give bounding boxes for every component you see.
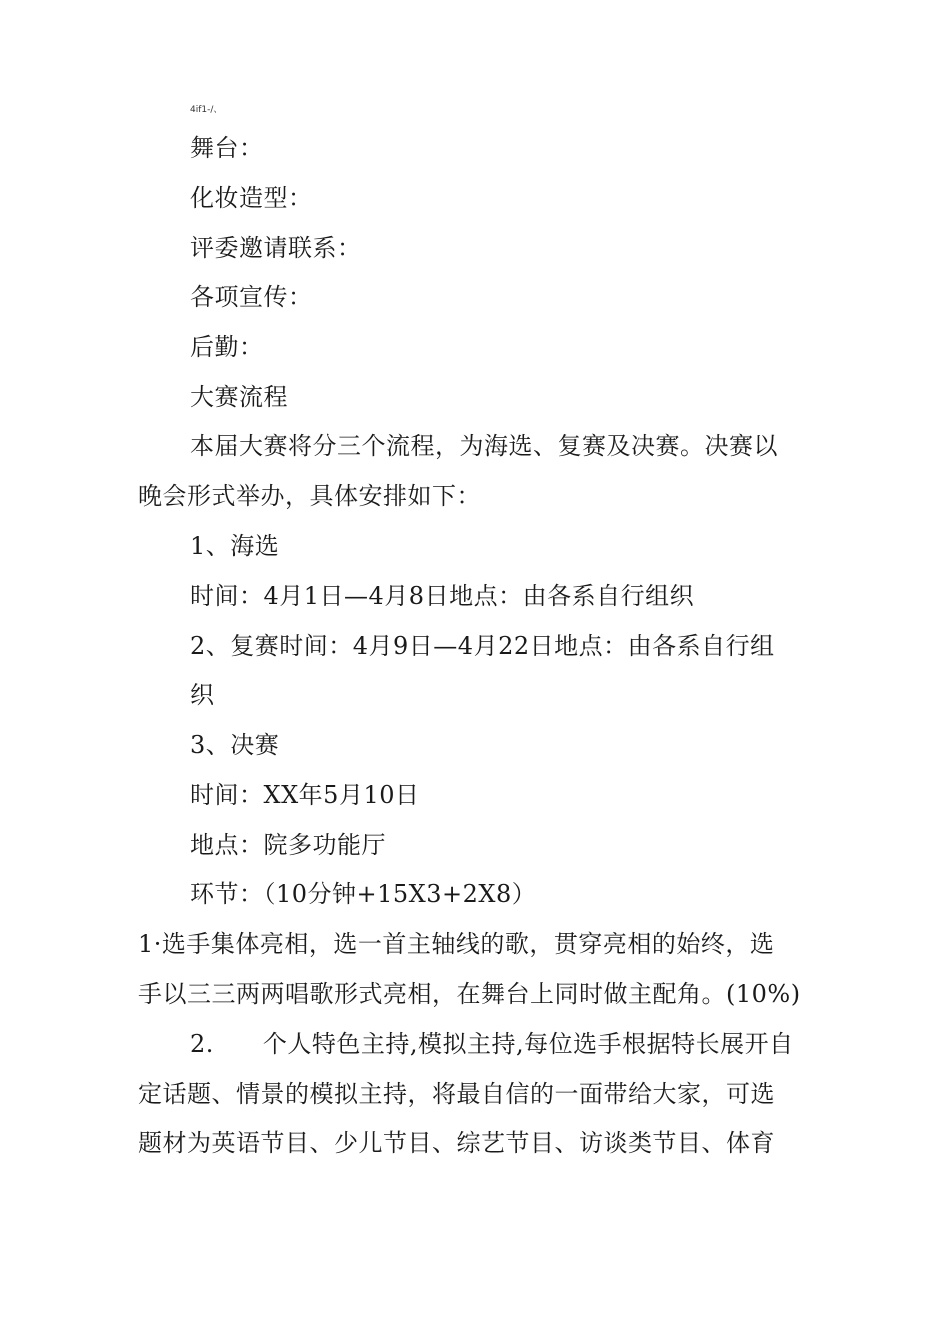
- paragraph-line: 定话题、情景的模拟主持，将最自信的一面带给大家，可选: [138, 1080, 775, 1108]
- list-item: 2、复赛时间：4月9日—4月22日地点：由各系自行组: [190, 632, 775, 660]
- header-mark: 4if1-/、: [190, 105, 223, 115]
- paragraph-line: 题材为英语节目、少儿节目、综艺节目、访谈类节目、体育: [138, 1129, 775, 1157]
- text-line: 时间：XX年5月10日: [190, 781, 420, 809]
- section-heading: 大赛流程: [190, 383, 288, 411]
- text-line: 织: [190, 681, 215, 709]
- paragraph-line: 本届大赛将分三个流程，为海选、复赛及决赛。决赛以: [190, 432, 778, 460]
- list-item: 1、海选: [190, 532, 280, 560]
- paragraph-line: 晚会形式举办，具体安排如下：: [138, 482, 481, 510]
- text-line: 化妆造型：: [190, 184, 313, 212]
- text-line: 舞台：: [190, 134, 264, 162]
- list-item: 3、决赛: [190, 731, 280, 759]
- text-line: 地点：院多功能厅: [190, 831, 386, 859]
- paragraph-line: 1·选手集体亮相，选一首主轴线的歌，贯穿亮相的始终，选: [138, 930, 775, 958]
- text-line: 各项宣传：: [190, 283, 313, 311]
- text-line: 后勤：: [190, 333, 264, 361]
- text-line: 环节：（10分钟+15X3+2X8）: [190, 880, 537, 908]
- paragraph-line: 手以三三两两唱歌形式亮相，在舞台上同时做主配角。(10%): [138, 980, 801, 1008]
- paragraph-line: 2. 个人特色主持,模拟主持,每位选手根据特长展开自: [190, 1030, 794, 1058]
- text-line: 时间：4月1日—4月8日地点：由各系自行组织: [190, 582, 695, 610]
- text-line: 评委邀请联系：: [190, 234, 362, 262]
